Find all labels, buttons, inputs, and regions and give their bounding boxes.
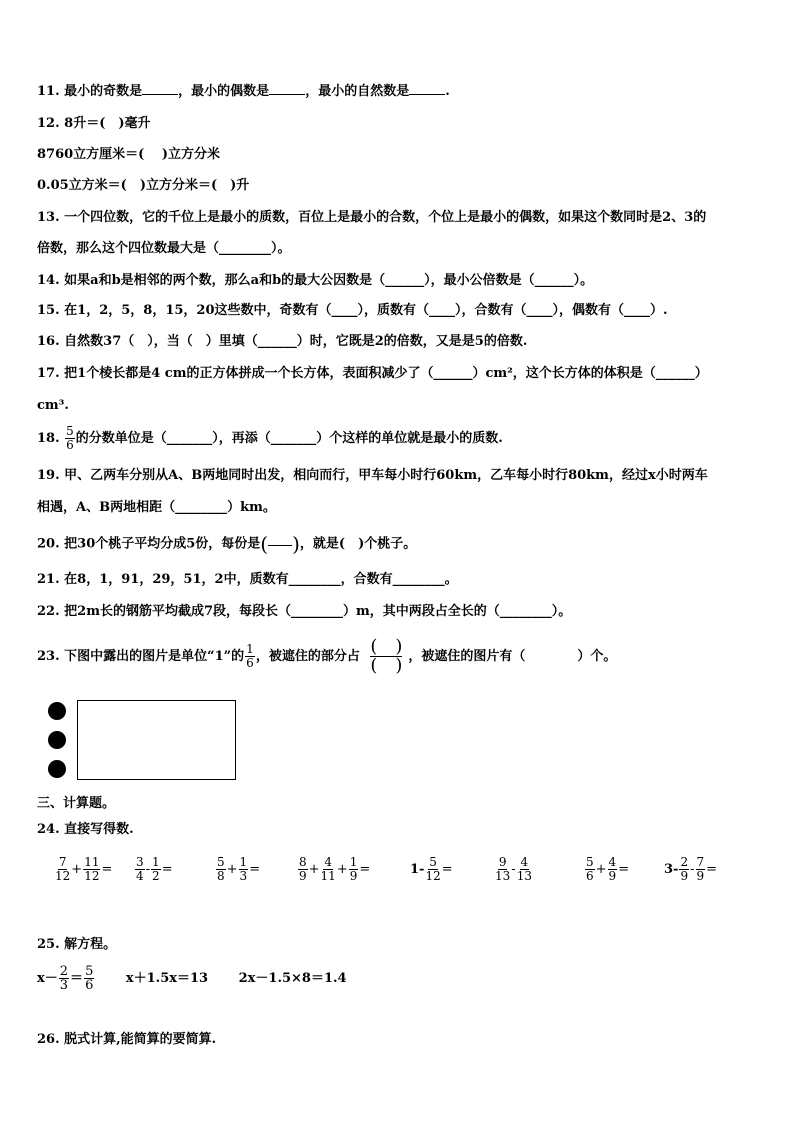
q25-title: 25. 解方程。 [37,937,117,952]
fraction: $\frac{1}{9}$ [349,855,358,883]
equation-3: 2x－1.5×8＝1.4 [238,971,347,986]
fraction: $\frac{1}{3}$ [239,855,248,883]
answer-blank[interactable] [142,94,178,95]
q21: 21. 在8，1，91，29，51，2中，质数有________，合数有________。 [37,572,458,587]
expression-item: $\frac{8}{9}$ + $\frac{4}{11}$ + $\frac{1}{9}$ = [299,855,371,883]
q25-equations [37,962,347,996]
black-circle [48,702,66,720]
section-heading: 三、计算题。 [37,796,116,811]
paren-fraction-blank[interactable]: ( ) ( ) [370,636,403,676]
q11: 11. 最小的奇数是 ，最小的偶数是 ，最小的自然数是 . [37,84,450,99]
q17-line1: 17. 把1个棱长都是4 cm的正方体拼成一个长方体，表面积减少了（______）cm²，这个长方体的体积是（______） [37,366,708,381]
expression-item: $\frac{7}{12}$ + $\frac{11}{12}$ = [55,855,113,883]
q26-title: 26. 脱式计算,能简算的要简算. [37,1032,217,1047]
fraction: $\frac{7}{12}$ [55,855,71,883]
q13-line2: 倍数，那么这个四位数最大是（________）。 [37,241,291,256]
fraction: $\frac{1}{6}$ [246,642,254,670]
paren-fraction-blank[interactable]: ( ) [260,532,300,556]
fraction: $\frac{5}{12}$ [425,855,441,883]
black-circle [48,731,66,749]
fraction: $\frac{4}{13}$ [516,855,532,883]
fraction: $\frac{4}{9}$ [608,855,617,883]
q18: 18. $\frac{5}{6}$ 的分数单位是（_______），再添（_______）个这样的单位就是最小的质数. [37,424,503,452]
answer-blank[interactable] [409,94,445,95]
q12-line3: 0.05立方米＝( )立方分米＝( )升 [37,178,250,193]
fraction: $\frac{5}{6}$ [66,424,74,452]
expression-item: $\frac{3}{4}$ - $\frac{1}{2}$ = [136,855,173,883]
fraction: $\frac{8}{9}$ [299,855,307,883]
fraction: $\frac{3}{4}$ [136,855,144,883]
expression-item: 3- $\frac{2}{9}$ - $\frac{7}{9}$ = [664,855,718,883]
q24-title: 24. 直接写得数. [37,822,134,837]
q12-line1: 12. 8升＝( )毫升 [37,116,151,131]
q13-line1: 13. 一个四位数，它的千位上是最小的质数，百位上是最小的合数，个位上是最小的偶数，如果这个数同时是2、3的 [37,210,707,225]
equation-1: x－ $\frac{2}{3}$ ＝ $\frac{5}{6}$ [37,964,94,993]
expression-item: 1- $\frac{5}{12}$ = [410,855,453,883]
q14: 14. 如果a和b是相邻的两个数，那么a和b的最大公因数是（______），最小公倍数是（______）。 [37,273,594,288]
cover-rectangle [77,700,236,780]
fraction: $\frac{2}{9}$ [680,855,689,883]
q16: 16. 自然数37（ ），当（ ）里填（______）时，它既是2的倍数，又是是5的倍数. [37,334,528,349]
fraction: $\frac{1}{2}$ [152,855,160,883]
fraction: $\frac{5}{6}$ [586,855,594,883]
expression-item: $\frac{5}{6}$ + $\frac{4}{9}$ = [586,855,630,883]
q20: 20. 把30个桃子平均分成5份，每份是( )，就是( )个桃子。 [37,529,416,560]
fraction: $\frac{9}{13}$ [495,855,511,883]
expression-item: $\frac{5}{8}$ + $\frac{1}{3}$ = [217,855,261,883]
fraction: $\frac{4}{11}$ [320,855,336,883]
q12-line2: 8760立方厘米＝( )立方分米 [37,147,221,162]
equation-2: x＋1.5x＝13 [125,971,209,986]
fraction: $\frac{5}{8}$ [217,855,225,883]
q22: 22. 把2m长的钢筋平均截成7段，每段长（________）m，其中两段占全长的（________）。 [37,604,572,619]
q17-line2: cm³. [37,398,69,413]
black-circle [48,760,66,778]
q23: 23. 下图中露出的图片是单位“1”的 $\frac{1}{6}$ ，被遮住的部分占 ( ) ( ) ，被遮住的图片有（ ）个。 [37,636,617,676]
expression-item: $\frac{9}{13}$ - $\frac{4}{13}$ [495,855,532,883]
q15: 15. 在1，2，5，8，15，20这些数中，奇数有（____），质数有（____），合数有（____），偶数有（____）. [37,303,668,318]
fraction: $\frac{7}{9}$ [696,855,705,883]
q19-line2: 相遇，A、B两地相距（________）km。 [37,500,276,515]
q19-line1: 19. 甲、乙两车分别从A、B两地同时出发，相向而行，甲车每小时行60km，乙车每小时行80km，经过x小时两车 [37,468,708,483]
fraction: $\frac{11}{12}$ [84,855,100,883]
answer-blank[interactable] [269,94,305,95]
